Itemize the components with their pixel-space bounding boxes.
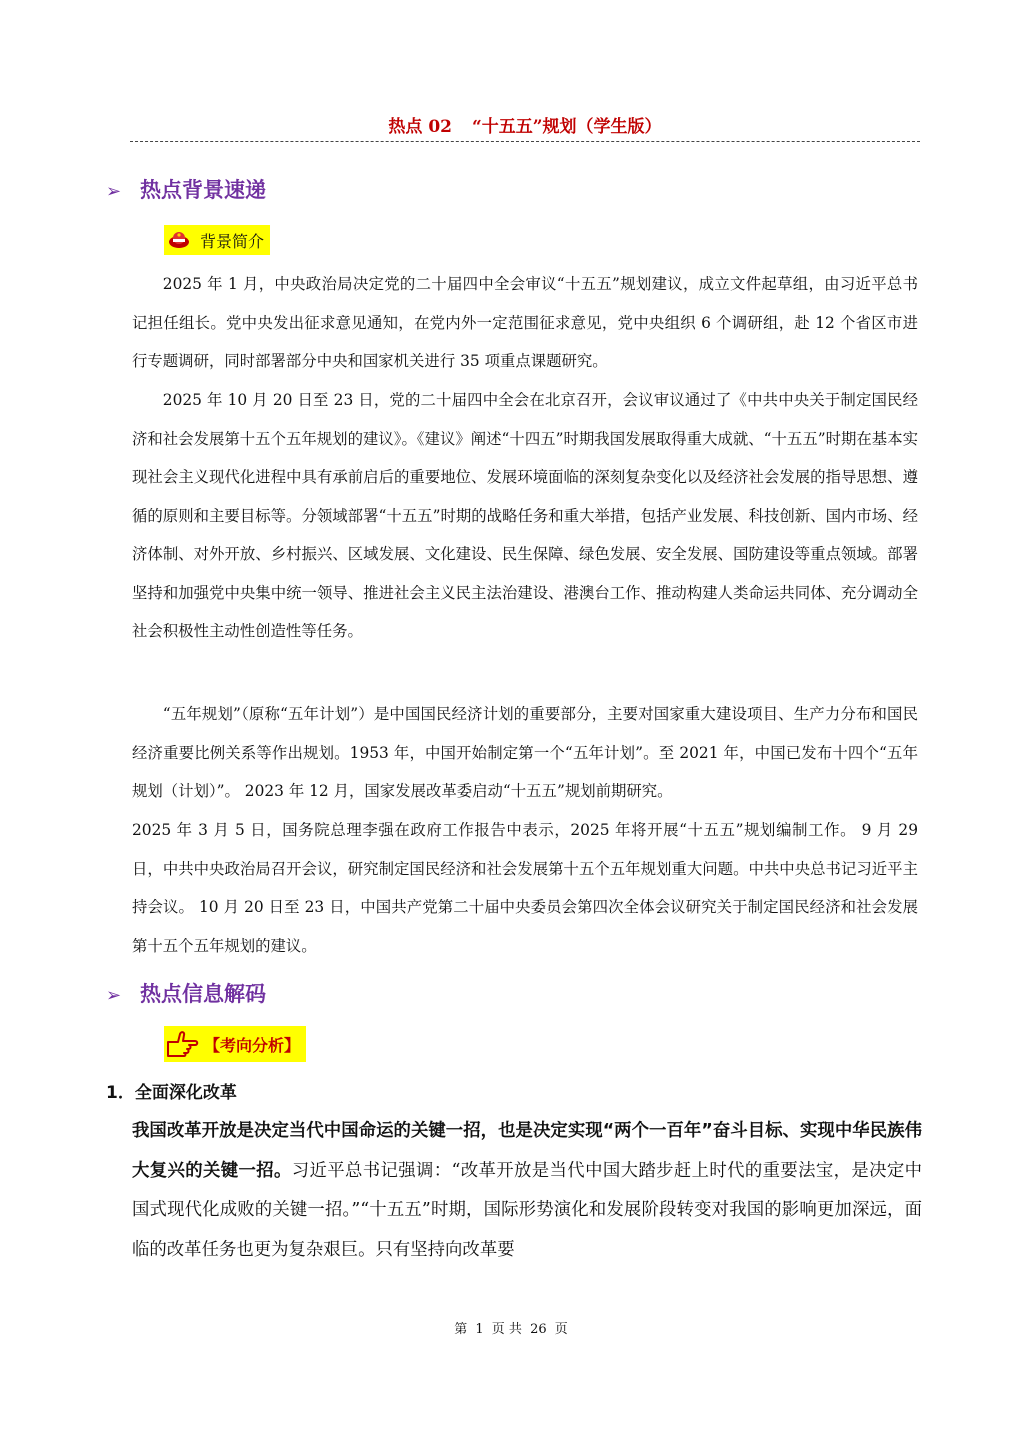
footer-total-pages: 26: [530, 1322, 547, 1337]
arrow-bullet-icon: ➢: [106, 985, 122, 1006]
red-hat-badge-icon: [168, 230, 190, 250]
footer-pre: 第: [454, 1322, 468, 1337]
background-paragraph-1: 2025 年 1 月，中央政治局决定党的二十届四中全会审议“十五五”规划建议，成立文件起草组，由习近平总书记担任组长。党中央发出征求意见通知，在党内外一定范围征求意见，党中央组织 6 个调研组，赴 12 个省区市进行专题调研，同时部署部分中央和国家机关进行 35 项重点课题研究。: [132, 275, 918, 370]
background-intro-tag: [164, 225, 270, 255]
footer-post: 页: [554, 1322, 568, 1337]
background-paragraph-4: 2025 年 3 月 5 日，国务院总理李强在政府工作报告中表示，2025 年将开展“十五五”规划编制工作。 9 月 29 日，中共中央政治局召开会议，研究制定国民经济和社会发展第十五个五年规划重大问题。中共中央总书记习近平主持会议。 10 月 20 日至 23 日，中国共产党第二十届中央委员会第四次全体会议研究关于制定国民经济和社会发展第十五个五年规划的建议。: [132, 821, 918, 955]
analysis-item-heading: 1．全面深化改革: [106, 1083, 237, 1103]
section-heading-text: 热点信息解码: [140, 982, 266, 1006]
title-main: “十五五”规划（学生版）: [472, 117, 662, 137]
analysis-normal-text: 习近平总书记强调：“改革开放是当代中国大踏步赶上时代的重要法宝，是决定中国式现代化成败的关键一招。”“十五五”时期，国际形势演化和发展阶段转变对我国的影响更加深远，面临的改革任务也更为复杂艰巨。只有坚持向改革要: [132, 1160, 922, 1260]
section-heading-background: [106, 174, 266, 208]
background-paragraph-2: 2025 年 10 月 20 日至 23 日，党的二十届四中全会在北京召开，会议审议通过了《中共中央关于制定国民经济和社会发展第十五个五年规划的建议》。《建议》阐述“十四五”时期我国发展取得重大成就、“十五五”时期在基本实现社会主义现代化进程中具有承前启后的重要地位、发展环境面临的深刻复杂变化以及经济社会发展的指导思想、遵循的原则和主要目标等。分领域部署“十五五”时期的战略任务和重大举措，包括产业发展、科技创新、国内市场、经济体制、对外开放、乡村振兴、区域发展、文化建设、民生保障、绿色发展、安全发展、国防建设等重点领域。部署坚持和加强党中央集中统一领导、推进社会主义民主法治建设、港澳台工作、推动构建人类命运共同体、充分调动全社会积极性主动性创造性等任务。: [132, 391, 918, 640]
pointing-hand-icon: [166, 1030, 200, 1058]
background-paragraph-3: “五年规划”（原称“五年计划”）是中国国民经济计划的重要部分，主要对国家重大建设项目、生产力分布和国民经济重要比例关系等作出规划。1953 年，中国开始制定第一个“五年计划”。至 2021 年，中国已发布十四个“五年规划（计划）”。 2023 年 12 月，国家发展改革委启动“十五五”规划前期研究。: [132, 705, 918, 800]
section-heading-text: 热点背景速递: [140, 178, 266, 202]
footer-current-page: 1: [475, 1322, 484, 1337]
title-prefix: 热点 02: [388, 117, 452, 137]
background-intro-label: 背景简介: [200, 231, 265, 251]
exam-analysis-label: 【考向分析】: [204, 1035, 301, 1055]
title-divider: [130, 141, 920, 142]
page-title: [130, 112, 920, 142]
analysis-paragraph: [132, 1112, 922, 1270]
arrow-bullet-icon: ➢: [106, 181, 122, 202]
section-heading-decode: [106, 978, 266, 1012]
analysis-bold-text: 我国改革开放是决定当代中国命运的关键一招，也是决定实现“两个一百年”奋斗目标、实现中华民族伟大复兴的关键一招。: [132, 1121, 922, 1181]
page-footer: [0, 1318, 1022, 1337]
exam-analysis-tag: [164, 1026, 306, 1062]
footer-mid: 页 共: [491, 1322, 522, 1337]
